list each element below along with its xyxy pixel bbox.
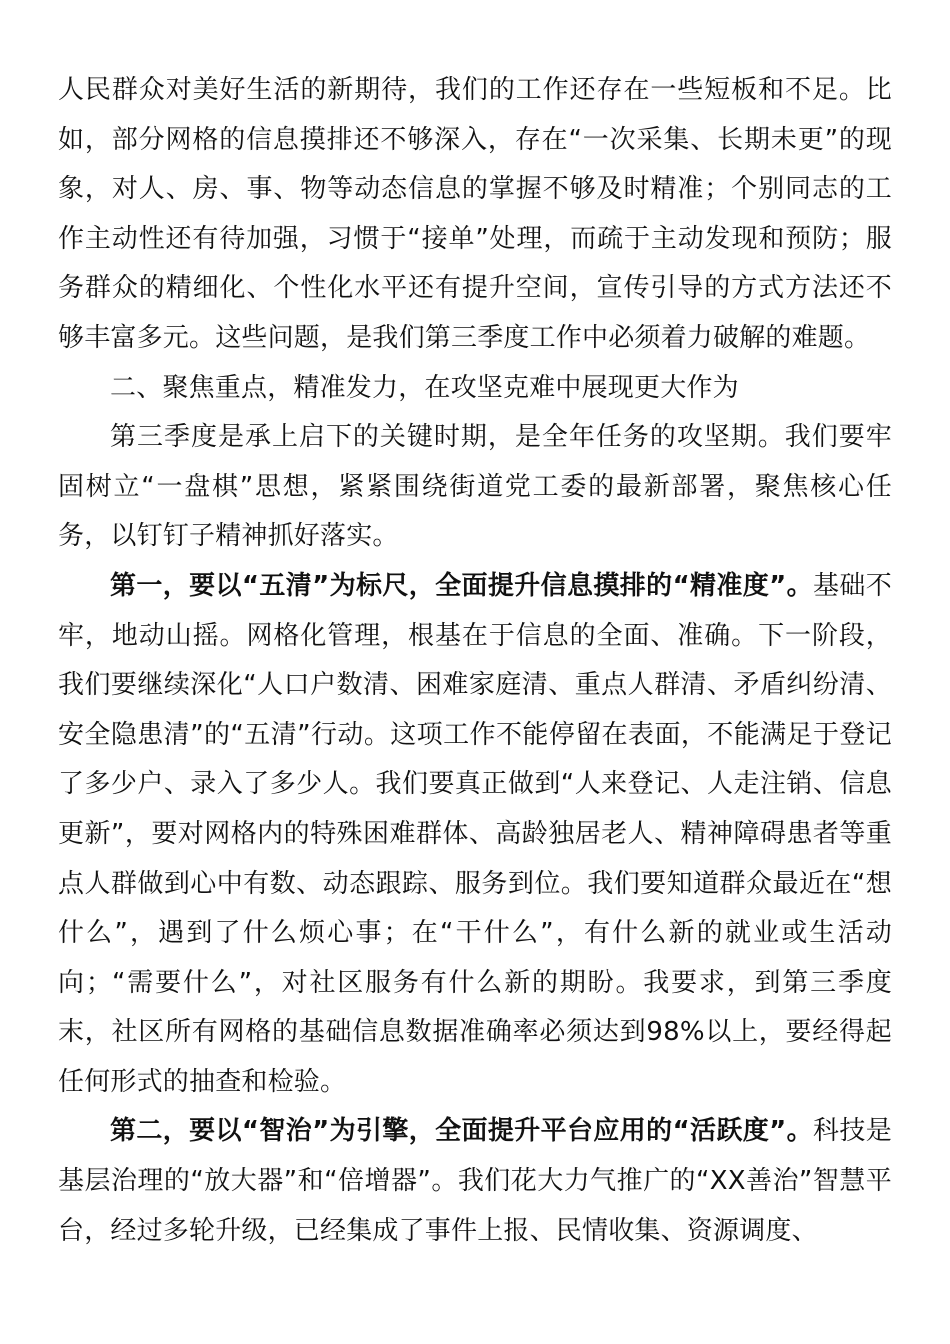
document-page — [58, 66, 892, 1256]
paragraph-text: 人民群众对美好生活的新期待，我们的工作还存在一些短板和不足。比如，部分网格的信息摸排还不够深入，存在“一次采集、长期未更”的现象，对人、房、事、物等动态信息的掌握不够及时精准；个别同志的工作主动性还有待加强，习惯于“接单”处理，而疏于主动发现和预防；服务群众的精细化、个性化水平还有提升空间，宣传引导的方式方法还不够丰富多元。这些问题，是我们第三季度工作中必须着力破解的难题。 — [58, 75, 892, 353]
paragraph-lead: 第二，要以“智治”为引擎，全面提升平台应用的“活跃度”。 — [110, 1116, 814, 1147]
heading-text: 二、聚焦重点，精准发力，在攻坚克难中展现更大作为 — [110, 372, 739, 403]
paragraph-lead: 第一，要以“五清”为标尺，全面提升信息摸排的“精准度”。 — [110, 570, 814, 601]
paragraph-text: 科技是基层治理的“放大器”和“倍增器”。我们花大力气推广的“XX善治”智慧平台，经过多轮升级，已经集成了事件上报、民情收集、资源调度、 — [58, 1116, 892, 1246]
paragraph-shortcomings — [58, 66, 892, 364]
paragraph-text: 第三季度是承上启下的关键时期，是全年任务的攻坚期。我们要牢固树立“一盘棋”思想，紧紧围绕街道党工委的最新部署，聚焦核心任务，以钉钉子精神抓好落实。 — [58, 422, 892, 552]
section-heading — [58, 364, 892, 414]
paragraph-second-point — [58, 1107, 892, 1256]
paragraph-intro — [58, 413, 892, 562]
paragraph-text: 基础不牢，地动山摇。网格化管理，根基在于信息的全面、准确。下一阶段，我们要继续深化“人口户数清、困难家庭清、重点人群清、矛盾纠纷清、安全隐患清”的“五清”行动。这项工作不能停留在表面，不能满足于登记了多少户、录入了多少人。我们要真正做到“人来登记、人走注销、信息更新”，要对网格内的特殊困难群体、高龄独居老人、精神障碍患者等重点人群做到心中有数、动态跟踪、服务到位。我们要知道群众最近在“想什么”，遇到了什么烦心事；在“干什么”，有什么新的就业或生活动向；“需要什么”，对社区服务有什么新的期盼。我要求，到第三季度末，社区所有网格的基础信息数据准确率必须达到98%以上，要经得起任何形式的抽查和检验。 — [58, 570, 892, 1097]
paragraph-first-point — [58, 562, 892, 1108]
